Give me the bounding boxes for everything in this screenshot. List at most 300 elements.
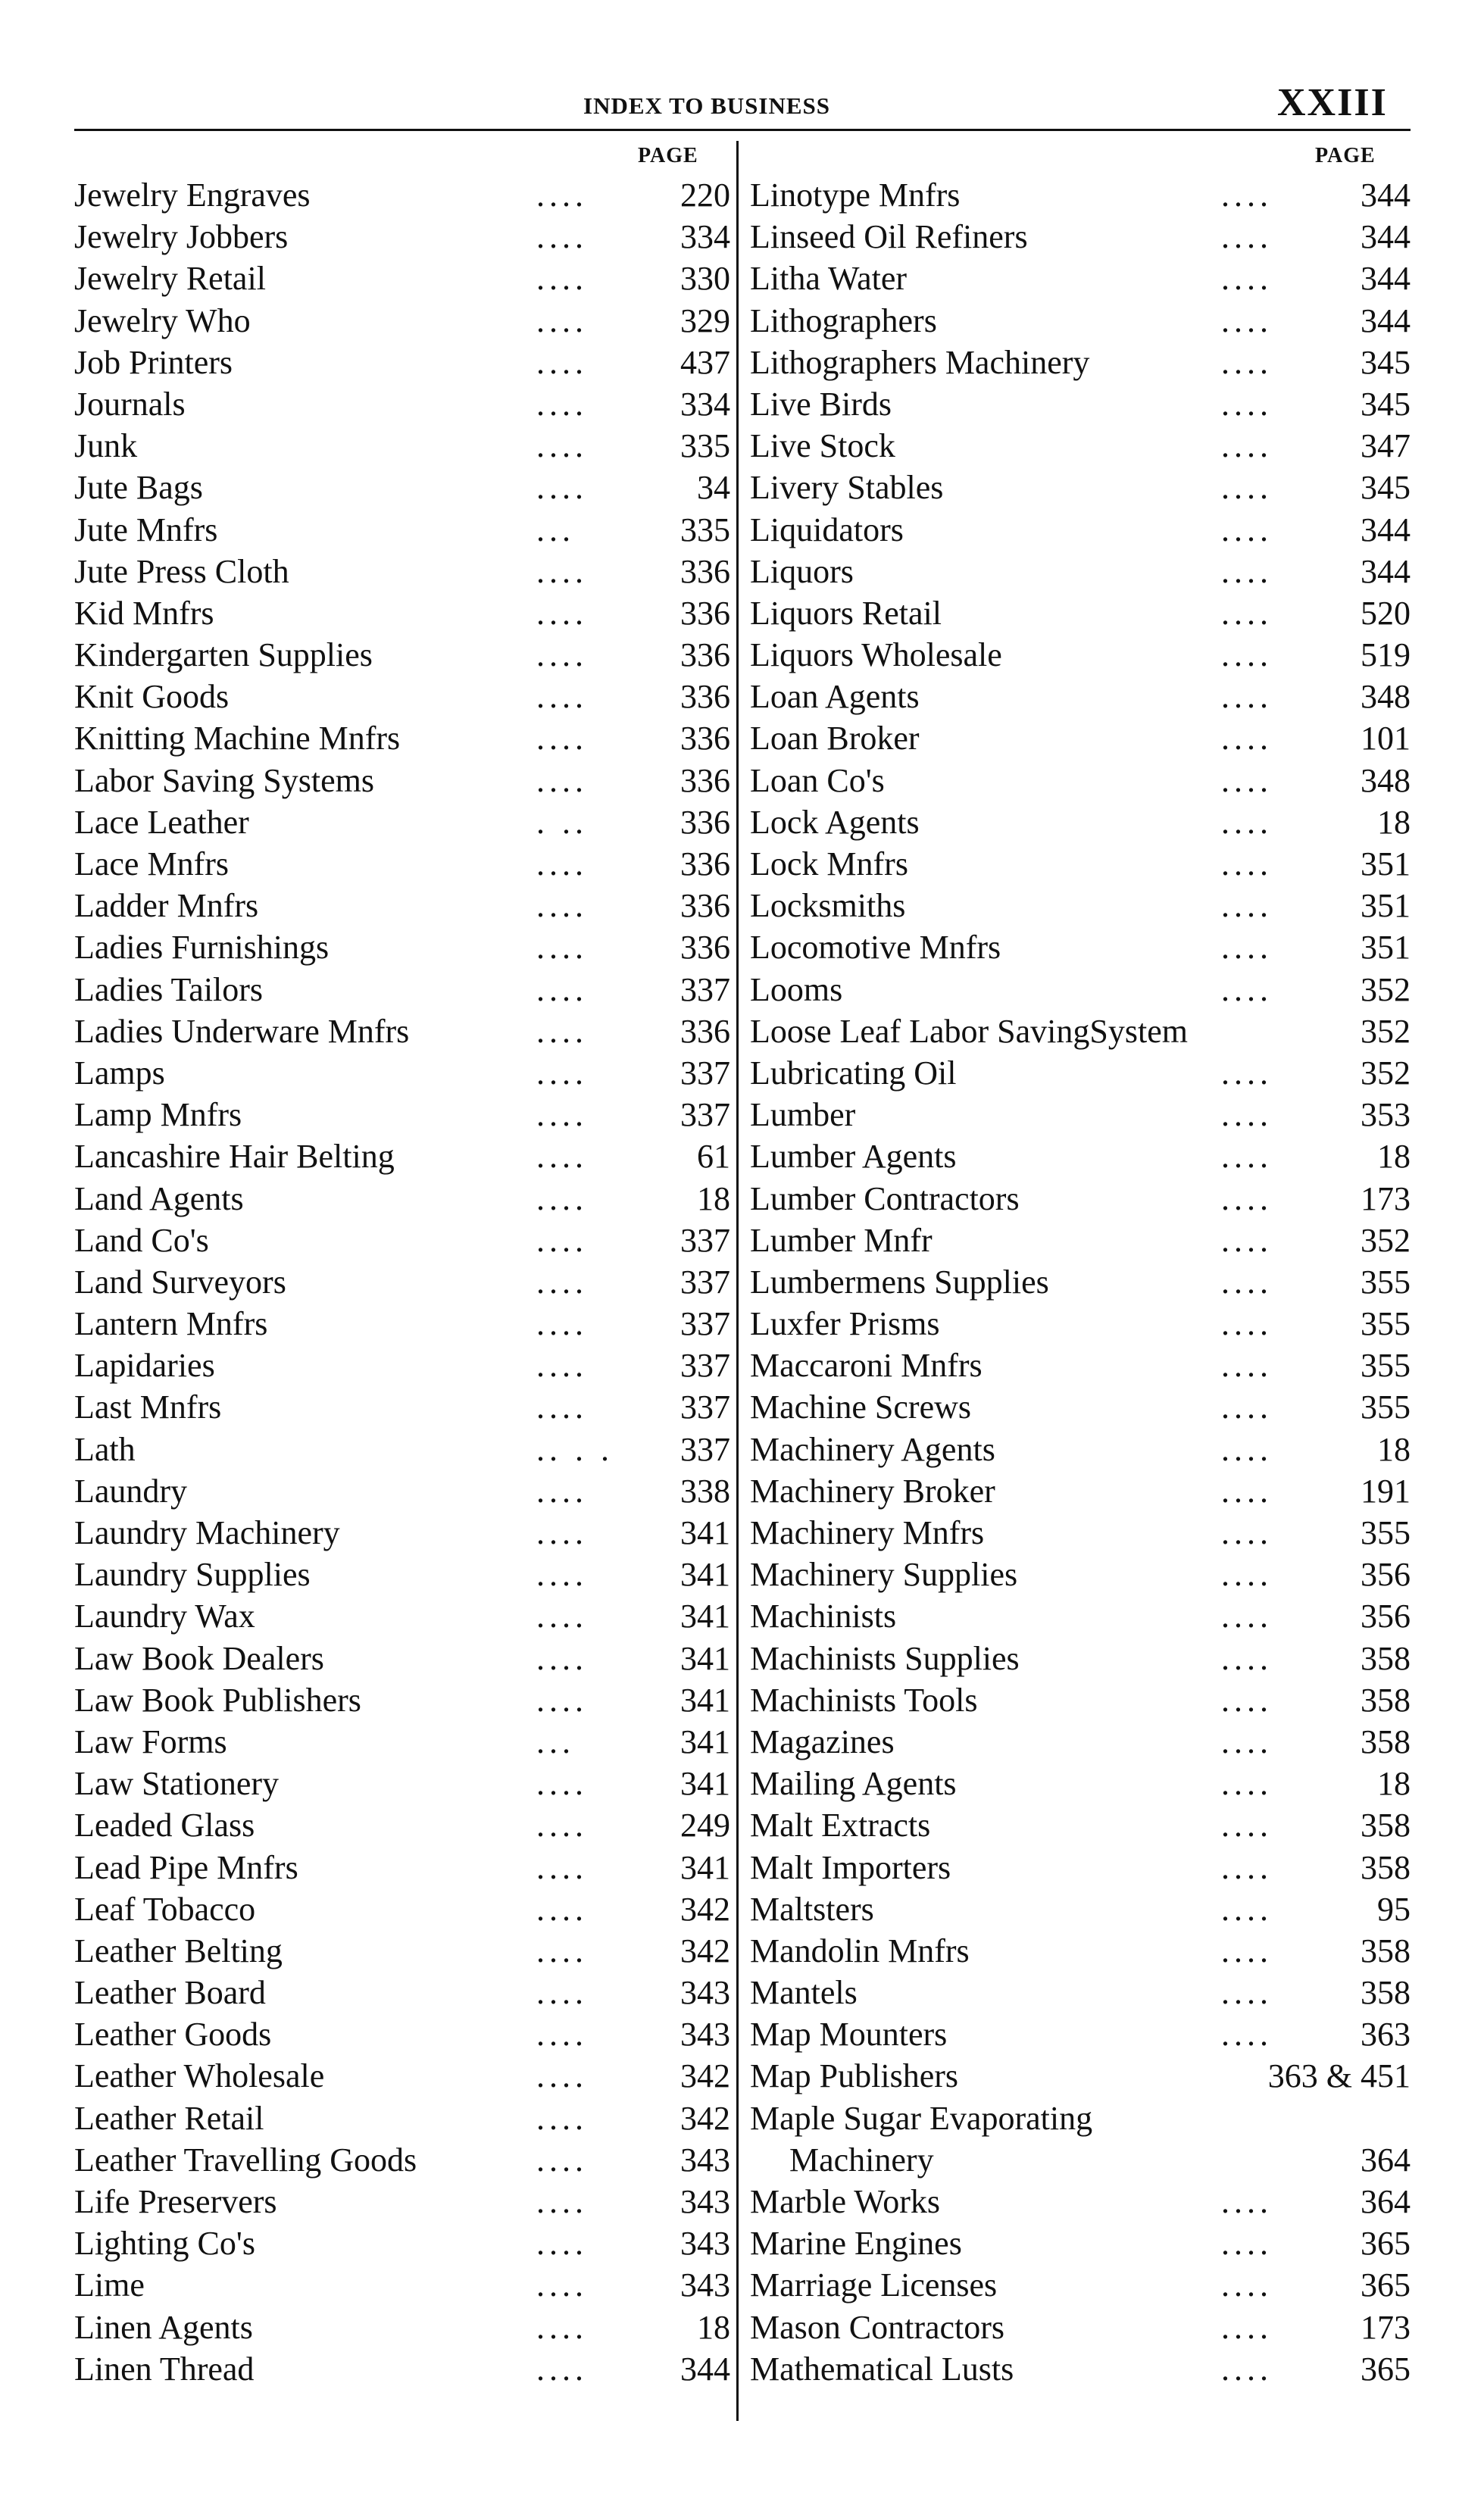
index-entry [74, 969, 730, 1010]
entry-page-number: 348 [1361, 761, 1411, 799]
entry-leader-dots: .... [1221, 929, 1273, 967]
entry-name: Lithographers Machinery [750, 343, 1090, 381]
index-entry [750, 1303, 1411, 1345]
entry-name: Lumber Contractors [750, 1179, 1020, 1217]
entry-leader-dots: .... [1221, 1723, 1273, 1760]
entry-page-number: 173 [1361, 1179, 1411, 1217]
entry-leader-dots: .... [536, 1263, 588, 1301]
entry-page-number: 334 [680, 218, 730, 256]
index-entry [74, 1512, 730, 1554]
entry-name: Law Stationery [74, 1765, 280, 1803]
entry-page-number: 341 [680, 1639, 730, 1677]
entry-page-number: 358 [1361, 1848, 1411, 1886]
index-entry [750, 885, 1411, 926]
entry-leader-dots: .... [536, 2141, 588, 2179]
entry-name: Laundry Wax [74, 1598, 255, 1635]
index-entry [750, 801, 1411, 843]
index-entry [750, 1972, 1411, 2013]
entry-leader-dots: .... [1221, 218, 1273, 256]
entry-name: Linen Agents [74, 2308, 253, 2346]
entry-page-number: 18 [1377, 803, 1411, 841]
entry-page-number: 519 [1361, 636, 1411, 674]
entry-leader-dots: .... [536, 720, 588, 757]
entry-page-number: 336 [680, 887, 730, 925]
index-entry [74, 2139, 730, 2181]
index-entry [74, 383, 730, 425]
entry-leader-dots: .... [536, 260, 588, 298]
entry-name: Maple Sugar Evaporating [750, 2099, 1093, 2137]
entry-name: Lighting Co's [74, 2225, 255, 2263]
entry-page-number: 344 [680, 2350, 730, 2388]
entry-leader-dots: .... [1221, 2225, 1273, 2263]
entry-page-number: 173 [1361, 2308, 1411, 2346]
entry-name: Machinery [789, 2141, 934, 2179]
entry-name: Magazines [750, 1723, 895, 1760]
index-entry [74, 1763, 730, 1804]
index-entry [750, 592, 1411, 634]
entry-leader-dots: .... [536, 176, 588, 214]
entry-page-number: 351 [1361, 929, 1411, 967]
entry-page-number: 341 [680, 1765, 730, 1803]
entry-name: Mailing Agents [750, 1765, 957, 1803]
entry-name: Ladder Mnfrs [74, 887, 259, 925]
entry-page-number: 363 & 451 [1267, 2057, 1411, 2095]
index-entry [74, 1052, 730, 1094]
entry-page-number: 355 [1361, 1263, 1411, 1301]
entry-name: Leather Retail [74, 2099, 264, 2137]
index-entry [74, 1429, 730, 1470]
entry-page-number: 337 [680, 1347, 730, 1385]
entry-page-number: 358 [1361, 1639, 1411, 1677]
entry-leader-dots: .... [536, 845, 588, 882]
entry-leader-dots: .... [1221, 552, 1273, 590]
entry-page-number: 61 [697, 1138, 730, 1176]
index-entry [74, 717, 730, 759]
entry-leader-dots: .... [1221, 1305, 1273, 1343]
entry-name: Mason Contractors [750, 2308, 1005, 2346]
page-header [0, 81, 1484, 130]
entry-page-number: 344 [1361, 176, 1411, 214]
entry-page-number: 351 [1361, 845, 1411, 882]
index-entry [750, 2055, 1411, 2097]
entry-name: Jute Press Cloth [74, 552, 289, 590]
entry-leader-dots: .... [536, 1639, 588, 1677]
index-entry [74, 1135, 730, 1177]
entry-name: Liquors Wholesale [750, 636, 1002, 674]
entry-leader-dots: .... [1221, 1179, 1273, 1217]
entry-page-number: 335 [680, 511, 730, 548]
entry-name: Job Printers [74, 343, 233, 381]
entry-name: Lace Mnfrs [74, 845, 230, 882]
index-entry [750, 717, 1411, 759]
entry-page-number: 335 [680, 427, 730, 465]
index-entry [74, 1888, 730, 1930]
entry-name: Land Surveyors [74, 1263, 286, 1301]
entry-leader-dots: .... [536, 970, 588, 1008]
index-entry [750, 216, 1411, 258]
entry-name: Lamps [74, 1054, 165, 1092]
index-entry [750, 1595, 1411, 1637]
entry-leader-dots: .... [536, 1932, 588, 1969]
entry-leader-dots: .... [1221, 427, 1273, 465]
entry-name: Livery Stables [750, 469, 944, 507]
entry-page-number: 355 [1361, 1514, 1411, 1551]
entry-leader-dots: .... [536, 1598, 588, 1635]
entry-name: Land Agents [74, 1179, 244, 1217]
entry-leader-dots: .... [536, 636, 588, 674]
index-entry [750, 1804, 1411, 1846]
entry-leader-dots: .... [1221, 1514, 1273, 1551]
entry-name: Liquidators [750, 511, 904, 548]
entry-name: Last Mnfrs [74, 1388, 222, 1426]
index-entry [74, 258, 730, 299]
entry-leader-dots: .... [1221, 1807, 1273, 1844]
index-entry [74, 2307, 730, 2348]
entry-page-number: 341 [680, 1556, 730, 1594]
entry-leader-dots: .... [536, 1179, 588, 1217]
entry-page-number: 520 [1361, 594, 1411, 632]
entry-name: Machinery Supplies [750, 1556, 1018, 1594]
entry-name: Marine Engines [750, 2225, 962, 2263]
entry-page-number: 344 [1361, 260, 1411, 298]
index-entry [74, 2264, 730, 2306]
index-entry [750, 1261, 1411, 1303]
entry-leader-dots: .... [536, 1054, 588, 1092]
entry-leader-dots: .... [1221, 301, 1273, 339]
entry-page-number: 342 [680, 1890, 730, 1928]
entry-page-number: 345 [1361, 343, 1411, 381]
entry-page-number: 363 [1361, 2016, 1411, 2054]
entry-name: Lantern Mnfrs [74, 1305, 268, 1343]
entry-leader-dots: .... [1221, 803, 1273, 841]
right-index-column [750, 174, 1411, 2390]
entry-page-number: 336 [680, 845, 730, 882]
entry-leader-dots: .... [536, 1012, 588, 1050]
entry-name: Linseed Oil Refiners [750, 218, 1028, 256]
entry-page-number: 352 [1361, 970, 1411, 1008]
entry-name: Lamp Mnfrs [74, 1096, 242, 1134]
entry-leader-dots: .... [1221, 720, 1273, 757]
entry-page-number: 342 [680, 2057, 730, 2095]
entry-page-number: 355 [1361, 1388, 1411, 1426]
index-entry [74, 1303, 730, 1345]
entry-name: Lock Agents [750, 803, 920, 841]
entry-leader-dots: .... [1221, 2183, 1273, 2220]
index-entry [74, 467, 730, 508]
index-entry [74, 1220, 730, 1261]
entry-leader-dots: .... [1221, 1263, 1273, 1301]
index-entry [750, 2139, 1411, 2181]
entry-page-number: 249 [680, 1807, 730, 1844]
entry-name: Lime [74, 2266, 145, 2304]
entry-leader-dots: .... [1221, 887, 1273, 925]
entry-name: Maccaroni Mnfrs [750, 1347, 983, 1385]
entry-page-number: 358 [1361, 1681, 1411, 1719]
entry-leader-dots: .... [536, 385, 588, 423]
index-entry [74, 551, 730, 592]
entry-leader-dots: .... [1221, 469, 1273, 507]
entry-page-number: 341 [680, 1681, 730, 1719]
entry-leader-dots: .... [1221, 176, 1273, 214]
index-entry [750, 1010, 1411, 1052]
entry-name: Jewelry Jobbers [74, 218, 289, 256]
entry-leader-dots: .... [1221, 260, 1273, 298]
entry-page-number: 337 [680, 1388, 730, 1426]
left-page-heading: PAGE [638, 144, 698, 167]
index-entry [750, 467, 1411, 508]
entry-leader-dots: .... [536, 2016, 588, 2054]
entry-name: Linotype Mnfrs [750, 176, 961, 214]
entry-leader-dots: . .. [536, 803, 588, 841]
entry-name: Maltsters [750, 1890, 874, 1928]
entry-name: Jewelry Engraves [74, 176, 311, 214]
entry-leader-dots: .... [536, 2183, 588, 2220]
index-entry [750, 843, 1411, 885]
entry-leader-dots: .... [1221, 970, 1273, 1008]
entry-name: Leather Belting [74, 1932, 283, 1969]
entry-page-number: 343 [680, 2141, 730, 2179]
entry-leader-dots: .... [1221, 761, 1273, 799]
entry-leader-dots: .... [536, 1221, 588, 1259]
entry-name: Leather Travelling Goods [74, 2141, 417, 2179]
entry-leader-dots: .... [536, 2266, 588, 2304]
entry-page-number: 337 [680, 1054, 730, 1092]
entry-page-number: 337 [680, 1430, 730, 1468]
entry-leader-dots: .... [1221, 845, 1273, 882]
entry-page-number: 343 [680, 2266, 730, 2304]
entry-leader-dots: .... [536, 1472, 588, 1510]
entry-name: Law Book Publishers [74, 1681, 361, 1719]
index-entry [74, 1595, 730, 1637]
index-entry [74, 2222, 730, 2264]
entry-leader-dots: .... [1221, 1681, 1273, 1719]
index-entry [750, 2307, 1411, 2348]
index-entry [750, 1052, 1411, 1094]
index-entry [750, 676, 1411, 717]
index-entry [750, 1847, 1411, 1888]
entry-name: Labor Saving Systems [74, 761, 374, 799]
index-entry [74, 676, 730, 717]
index-entry [750, 969, 1411, 1010]
index-entry [74, 1554, 730, 1595]
index-entry [74, 2348, 730, 2390]
index-entry [74, 1094, 730, 1135]
index-entry [750, 1930, 1411, 1972]
entry-leader-dots: .... [1221, 1556, 1273, 1594]
entry-page-number: 220 [680, 176, 730, 214]
entry-leader-dots: .... [1221, 1890, 1273, 1928]
index-entry [750, 1220, 1411, 1261]
entry-name: Law Book Dealers [74, 1639, 324, 1677]
entry-name: Machine Screws [750, 1388, 972, 1426]
index-entry [750, 551, 1411, 592]
index-entry [74, 1470, 730, 1512]
entry-page-number: 352 [1361, 1221, 1411, 1259]
entry-name: Lumber Agents [750, 1138, 957, 1176]
entry-name: Laundry Machinery [74, 1514, 340, 1551]
entry-page-number: 336 [680, 678, 730, 716]
index-entry [750, 2264, 1411, 2306]
entry-page-number: 343 [680, 2016, 730, 2054]
entry-name: Mandolin Mnfrs [750, 1932, 970, 1969]
entry-page-number: 338 [680, 1472, 730, 1510]
index-entry [74, 1345, 730, 1386]
header-rule [74, 129, 1411, 131]
index-entry [74, 2181, 730, 2222]
entry-leader-dots: .... [536, 1681, 588, 1719]
entry-page-number: 365 [1361, 2266, 1411, 2304]
entry-leader-dots: .... [536, 2099, 588, 2137]
entry-leader-dots: .... [536, 1974, 588, 2012]
entry-page-number: 355 [1361, 1347, 1411, 1385]
entry-page-number: 337 [680, 970, 730, 1008]
entry-page-number: 343 [680, 2225, 730, 2263]
entry-page-number: 336 [680, 929, 730, 967]
entry-name: Laundry [74, 1472, 188, 1510]
index-entry [74, 2055, 730, 2097]
entry-name: Leather Board [74, 1974, 266, 2012]
index-entry [750, 1638, 1411, 1679]
page-number-roman: XXIII [1277, 81, 1388, 124]
entry-name: Machinists [750, 1598, 897, 1635]
entry-name: Machinery Agents [750, 1430, 995, 1468]
index-entry [750, 1888, 1411, 1930]
entry-name: Looms [750, 970, 843, 1008]
index-entry [750, 258, 1411, 299]
entry-page-number: 101 [1361, 720, 1411, 757]
entry-page-number: 364 [1361, 2183, 1411, 2220]
index-entry [74, 801, 730, 843]
entry-name: Lock Mnfrs [750, 845, 908, 882]
entry-name: Machinists Supplies [750, 1639, 1020, 1677]
entry-name: Liquors Retail [750, 594, 942, 632]
entry-name: Journals [74, 385, 186, 423]
entry-leader-dots: .... [536, 427, 588, 465]
index-entry [74, 1638, 730, 1679]
entry-name: Knitting Machine Mnfrs [74, 720, 401, 757]
index-entry [750, 634, 1411, 676]
entry-leader-dots: .... [536, 1347, 588, 1385]
entry-name: Laundry Supplies [74, 1556, 311, 1594]
entry-page-number: 352 [1361, 1012, 1411, 1050]
entry-page-number: 348 [1361, 678, 1411, 716]
entry-name: Machinery Broker [750, 1472, 995, 1510]
index-entry [74, 1847, 730, 1888]
entry-page-number: 330 [680, 260, 730, 298]
entry-page-number: 18 [697, 1179, 730, 1217]
entry-leader-dots: .... [536, 1890, 588, 1928]
entry-name: Ladies Furnishings [74, 929, 330, 967]
entry-name: Kindergarten Supplies [74, 636, 373, 674]
entry-name: Loan Co's [750, 761, 885, 799]
entry-name: Live Stock [750, 427, 895, 465]
entry-page-number: 341 [680, 1723, 730, 1760]
index-entry [750, 2097, 1411, 2139]
entry-page-number: 344 [1361, 301, 1411, 339]
entry-name: Junk [74, 427, 138, 465]
entry-page-number: 329 [680, 301, 730, 339]
index-entry [750, 174, 1411, 216]
entry-page-number: 344 [1361, 218, 1411, 256]
index-entry [74, 425, 730, 467]
entry-page-number: 437 [680, 343, 730, 381]
right-page-heading: PAGE [1315, 144, 1376, 167]
entry-name: Marble Works [750, 2183, 941, 2220]
entry-leader-dots: .... [1221, 2350, 1273, 2388]
index-entry [750, 342, 1411, 383]
entry-name: Law Forms [74, 1723, 227, 1760]
entry-name: Litha Water [750, 260, 908, 298]
index-entry [750, 1554, 1411, 1595]
entry-leader-dots: .... [1221, 343, 1273, 381]
index-entry [74, 174, 730, 216]
entry-leader-dots: .... [536, 469, 588, 507]
entry-leader-dots: .... [536, 594, 588, 632]
entry-page-number: 344 [1361, 552, 1411, 590]
index-entry [750, 1512, 1411, 1554]
entry-page-number: 345 [1361, 469, 1411, 507]
entry-page-number: 364 [1361, 2141, 1411, 2179]
entry-leader-dots: .... [1221, 2016, 1273, 2054]
entry-page-number: 18 [697, 2308, 730, 2346]
entry-leader-dots: .... [536, 2057, 588, 2095]
entry-name: Lithographers [750, 301, 937, 339]
entry-name: Jute Mnfrs [74, 511, 218, 548]
entry-name: Luxfer Prisms [750, 1305, 940, 1343]
column-divider [736, 141, 739, 2421]
entry-leader-dots: ... [536, 511, 575, 548]
index-entry [750, 1763, 1411, 1804]
entry-page-number: 342 [680, 2099, 730, 2137]
entry-page-number: 356 [1361, 1598, 1411, 1635]
entry-page-number: 336 [680, 720, 730, 757]
entry-name: Jewelry Who [74, 301, 251, 339]
index-entry [750, 1178, 1411, 1220]
entry-leader-dots: .... [1221, 1639, 1273, 1677]
entry-leader-dots: .... [536, 678, 588, 716]
entry-name: Life Preservers [74, 2183, 277, 2220]
entry-leader-dots: .... [1221, 1388, 1273, 1426]
index-entry [74, 1261, 730, 1303]
entry-name: Lumber [750, 1096, 856, 1134]
entry-page-number: 347 [1361, 427, 1411, 465]
entry-page-number: 336 [680, 636, 730, 674]
index-entry [750, 300, 1411, 342]
index-entry [74, 1721, 730, 1763]
index-entry [750, 1470, 1411, 1512]
entry-leader-dots: .... [536, 301, 588, 339]
entry-page-number: 341 [680, 1848, 730, 1886]
entry-leader-dots: .... [1221, 1347, 1273, 1385]
entry-leader-dots: .... [536, 2350, 588, 2388]
entry-name: Locomotive Mnfrs [750, 929, 1001, 967]
entry-leader-dots: ... [536, 1723, 575, 1760]
entry-name: Knit Goods [74, 678, 230, 716]
entry-page-number: 337 [680, 1096, 730, 1134]
index-entry [750, 383, 1411, 425]
entry-name: Malt Extracts [750, 1807, 931, 1844]
entry-page-number: 34 [697, 469, 730, 507]
entry-page-number: 352 [1361, 1054, 1411, 1092]
entry-name: Lath [74, 1430, 136, 1468]
entry-leader-dots: .... [1221, 1974, 1273, 2012]
entry-leader-dots: .... [536, 1305, 588, 1343]
index-entry [750, 1386, 1411, 1428]
index-entry [74, 342, 730, 383]
index-entry [74, 216, 730, 258]
entry-page-number: 95 [1377, 1890, 1411, 1928]
entry-page-number: 342 [680, 1932, 730, 1969]
